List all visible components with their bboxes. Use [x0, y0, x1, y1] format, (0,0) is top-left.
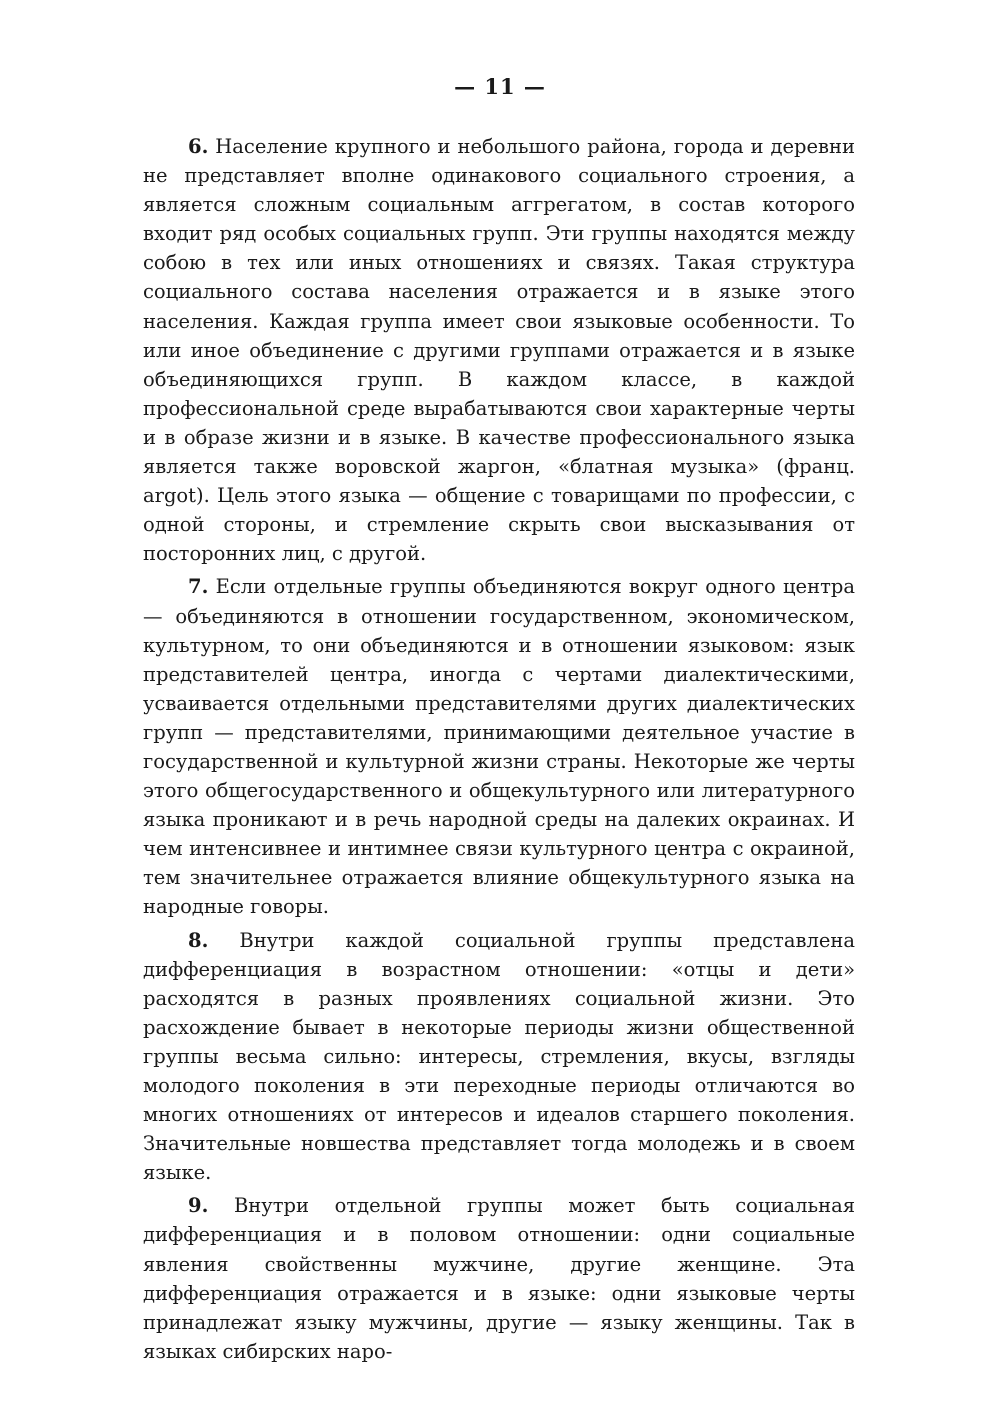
- paragraph-number: 6.: [188, 135, 209, 158]
- paragraph-number: 8.: [188, 928, 209, 952]
- body-text: [143, 132, 855, 1366]
- paragraph-number: 7.: [188, 575, 209, 599]
- paragraph-9: [143, 1191, 855, 1366]
- paragraph-7: [143, 572, 855, 921]
- paragraph-text: Население крупного и небольшого района, города и деревни не представляет вполне одинакового социального строения, а является сложным социальным аггрегатом, в состав которого входит ряд особых социальных групп. Эти группы находятся между собою в тех или иных отношениях и связях. Такая структура социального состава населения отражается и в языке этого населения. Каждая группа имеет свои языковые особенности. То или иное объединение с другими группами отражается и в языке объединяющихся групп. В каждом классе, в каждой профессиональной среде вырабатываются свои характерные черты и в образе жизни и в языке. В качестве профессионального языка является также воровской жаргон, «блатная музыка» (франц. argot). Цель этого языка — общение с товарищами по профессии, с одной стороны, и стремление скрыть свои высказывания от посторонних лиц, с другой.: [143, 135, 856, 566]
- paragraph-text: Внутри каждой социальной группы представлена дифференциация в возрастном отношении: «отцы и дети» расходятся в разных проявлениях социальной жизни. Это расхождение бывает в некоторые периоды жизни общественной группы весьма сильно: интересы, стремления, вкусы, взгляды молодого поколения в эти переходные периоды отличаются во многих отношениях от интересов и идеалов старшего поколения. Значительные новшества представляет тогда молодежь и в своем языке.: [143, 928, 856, 1185]
- paragraph-text: Внутри отдельной группы может быть социальная дифференциация и в половом отношении: одни социальные явления свойственны мужчине, другие женщине. Эта дифференциация отражается и в языке: одни языковые черты принадлежат языку мужчины, другие — языку женщины. Так в языках сибирских наро-: [143, 1194, 856, 1363]
- page-number: — 11 —: [454, 74, 546, 99]
- paragraph-6: [143, 132, 855, 568]
- paragraph-text: Если отдельные группы объединяются вокруг одного центра — объединяются в отношении государственном, экономическом, культурном, то они объединяются и в отношении языковом: язык представителей центра, иногда с чертами диалектическими, усваивается отдельными представителями других диалектических групп — представителями, принимающими деятельное участие в государственной и культурной жизни страны. Некоторые же черты этого общегосударственного и общекультурного или литературного языка проникают и в речь народной среды на далеких окраинах. И чем интенсивнее и интимнее связи культурного центра с окраиной, тем значительнее отражается влияние общекультурного языка на народные говоры.: [143, 575, 855, 919]
- paragraph-number: 9.: [188, 1194, 209, 1218]
- paragraph-8: [143, 926, 855, 1188]
